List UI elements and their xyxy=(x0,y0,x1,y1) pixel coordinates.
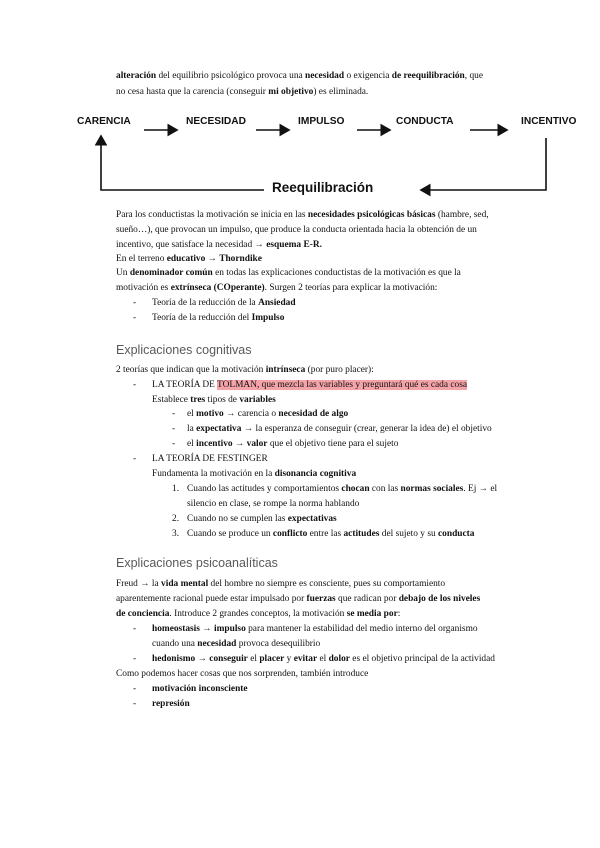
bold-run: extrínseca (COperante) xyxy=(170,283,265,293)
psico-line-3 xyxy=(116,608,561,622)
tolman-prefix: LA TEORÍA DE xyxy=(152,380,218,390)
bold-run: evitar xyxy=(293,654,318,664)
psico-item-represion xyxy=(152,698,190,712)
bold-run: esquema E-R. xyxy=(266,240,322,250)
text-run: En el terreno xyxy=(116,254,167,264)
conductistas-line-3 xyxy=(116,239,561,253)
node-impulso: IMPULSO xyxy=(298,116,345,127)
bold-run: fuerzas xyxy=(306,594,336,604)
text-run: Un xyxy=(116,268,130,278)
dash-marker: - xyxy=(133,380,137,390)
list-item-impulso xyxy=(152,312,284,326)
psico-line-1 xyxy=(116,578,561,592)
dash-marker: - xyxy=(133,684,137,694)
text-run: : xyxy=(397,609,401,619)
text-run: el xyxy=(247,654,260,664)
text-run: . Ej → el xyxy=(463,484,498,494)
bold-run: se media por xyxy=(346,609,398,619)
text-run: con las xyxy=(369,484,401,494)
festinger-title: LA TEORÍA DE FESTINGER xyxy=(152,454,268,464)
bold-run: Impulso xyxy=(251,313,285,323)
conductistas-line-1 xyxy=(116,209,561,223)
psico-item-hedonismo xyxy=(152,653,495,667)
text-run: (hambre, sed, xyxy=(435,210,489,220)
text-run: incentivo, que satisface la necesidad → xyxy=(116,240,267,250)
text-run: es el objetivo principal de la actividad xyxy=(349,654,495,664)
text-run: Teoría de la reducción del xyxy=(152,313,252,323)
bold-run: dolor xyxy=(328,654,350,664)
text-run: para mantener la estabilidad del medio interno del organismo xyxy=(245,624,478,634)
text-run: 2 teorías que indican que la motivación xyxy=(116,365,266,375)
text-run: Teoría de la reducción de la xyxy=(152,298,259,308)
bold-run: homeostasis → impulso xyxy=(152,624,246,634)
bold-run: normas sociales xyxy=(400,484,464,494)
text-run: no cesa hasta que la carencia (conseguir xyxy=(116,87,269,97)
dash-marker: - xyxy=(133,624,137,634)
text-run: (por puro placer): xyxy=(305,365,374,375)
bold-run: mi objetivo xyxy=(268,87,314,97)
text-run: . Surgen 2 teorías para explicar la motivación: xyxy=(264,283,438,293)
conductistas-line-6 xyxy=(116,282,561,296)
psico-after: Como podemos hacer cosas que nos sorprenden, también introduce xyxy=(116,669,369,679)
text-run: y xyxy=(284,654,294,664)
text-run: Cuando no se cumplen las xyxy=(187,514,288,524)
psico-item-homeostasis-line-1 xyxy=(152,623,478,637)
text-run: entre las xyxy=(307,529,344,539)
bold-run: conflicto xyxy=(272,529,308,539)
bold-run: educativo → Thorndike xyxy=(166,254,262,264)
text-run: Cuando las actitudes y comportamientos xyxy=(187,484,342,494)
festinger-num-1: 1. xyxy=(172,484,180,494)
bold-run: disonancia cognitiva xyxy=(274,469,357,479)
bold-run: expectativa xyxy=(196,424,242,434)
text-run: motivación es xyxy=(116,283,171,293)
heading-psicoanaliticas: Explicaciones psicoanalíticas xyxy=(116,556,278,570)
text-run: o exigencia xyxy=(344,71,392,81)
festinger-item-1-line-2 xyxy=(187,498,359,512)
text-run: el xyxy=(317,654,329,664)
festinger-num-2: 2. xyxy=(172,514,180,524)
festinger-num-3: 3. xyxy=(172,529,180,539)
bold-run: vida mental xyxy=(161,579,209,589)
bold-run: chocan xyxy=(341,484,370,494)
text-run: el xyxy=(187,409,197,419)
bold-run: placer xyxy=(259,654,285,664)
feedback-arrow-right xyxy=(421,138,546,190)
conductistas-line-2 xyxy=(116,224,561,238)
bold-run: intrínseca xyxy=(265,365,306,375)
bold-run: necesidades psicológicas básicas xyxy=(307,210,436,220)
tolman-highlight: TOLMAN, que mezcla las variables y preguntará qué es cada cosa xyxy=(217,380,468,390)
festinger-item-1-line-1 xyxy=(187,483,497,497)
text-run: Fundamenta la motivación en la xyxy=(152,469,275,479)
tolman-sub xyxy=(152,394,276,408)
text-run: Establece xyxy=(152,395,191,405)
bold-run: represión xyxy=(152,699,190,709)
bold-run: necesidad xyxy=(305,71,345,81)
dash-marker: - xyxy=(133,454,137,464)
bold-run: de reequilibración xyxy=(391,71,465,81)
text-run: del sujeto y su xyxy=(379,529,439,539)
heading-cognitivas: Explicaciones cognitivas xyxy=(116,343,252,357)
text-run: aparentemente racional puede estar impulsado por xyxy=(116,594,307,604)
node-incentivo: INCENTIVO xyxy=(521,116,577,127)
bold-run: denominador común xyxy=(129,268,213,278)
text-run: provoca desequilibrio xyxy=(236,639,321,649)
text-run: del hombre no siempre es consciente, pues su comportamiento xyxy=(208,579,446,589)
text-run: que el objetivo tiene para el sujeto xyxy=(267,439,399,449)
text-run: del equilibrio psicológico provoca una xyxy=(156,71,306,81)
list-item-ansiedad xyxy=(152,297,296,311)
text-run: el xyxy=(187,439,197,449)
text-run: silencio en clase, se rompe la norma hablando xyxy=(187,499,360,509)
bold-run: actitudes xyxy=(343,529,380,539)
festinger-item-3 xyxy=(187,528,474,542)
diagram-arrows xyxy=(0,0,600,210)
bold-run: necesidad xyxy=(197,639,237,649)
bold-run: hedonismo → conseguir xyxy=(152,654,248,664)
dash-marker: - xyxy=(133,298,137,308)
bold-run: necesidad de algo xyxy=(278,409,349,419)
feedback-arrow-left xyxy=(101,136,264,190)
dash-marker: - xyxy=(133,699,137,709)
text-run: Para los conductistas la motivación se inicia en las xyxy=(116,210,308,220)
bold-run: motivación inconsciente xyxy=(152,684,248,694)
text-run: en todas las explicaciones conductistas de la motivación es que la xyxy=(212,268,461,278)
bold-run: incentivo → valor xyxy=(196,439,268,449)
text-run: ) es eliminada. xyxy=(313,87,369,97)
text-run: sueño…), que provocan un impulso, que produce la conducta orientada hacia la obtención de un xyxy=(116,225,477,235)
text-run: tipos de xyxy=(205,395,240,405)
text-run: , que xyxy=(464,71,483,81)
feedback-label: Reequilibración xyxy=(272,180,374,195)
motivation-cycle-diagram xyxy=(0,0,600,210)
psico-item-inconsciente xyxy=(152,683,248,697)
bold-run: alteración xyxy=(116,71,157,81)
bold-run: debajo de los niveles xyxy=(398,594,481,604)
tolman-item-expectativa xyxy=(187,423,492,437)
festinger-sub xyxy=(152,468,356,482)
bold-run: expectativas xyxy=(287,514,337,524)
dash-marker: - xyxy=(172,409,176,419)
dash-marker: - xyxy=(172,424,176,434)
node-necesidad: NECESIDAD xyxy=(186,116,247,127)
psico-line-2 xyxy=(116,593,561,607)
bold-run: de conciencia xyxy=(116,609,170,619)
dash-marker: - xyxy=(172,439,176,449)
bold-run: Ansiedad xyxy=(258,298,296,308)
psico-item-homeostasis-line-2 xyxy=(152,638,320,652)
text-run: cuando una xyxy=(152,639,198,649)
text-run: → carencia o xyxy=(223,409,279,419)
dash-marker: - xyxy=(133,313,137,323)
text-run: Freud → la xyxy=(116,579,162,589)
tolman-item-motivo xyxy=(187,408,348,422)
bold-run: motivo xyxy=(196,409,224,419)
bold-run: variables xyxy=(239,395,276,405)
node-conducta: CONDUCTA xyxy=(396,116,454,127)
text-run: que radican por xyxy=(335,594,399,604)
bold-run: tres xyxy=(190,395,206,405)
text-run: → la esperanza de conseguir (crear, generar la idea de) el objetivo xyxy=(241,424,492,434)
cognitivas-intro xyxy=(116,364,561,378)
conductistas-line-5 xyxy=(116,267,561,281)
tolman-item-incentivo xyxy=(187,438,398,452)
conductistas-line-4 xyxy=(116,253,561,267)
text-run: . Introduce 2 grandes conceptos, la motivación xyxy=(169,609,347,619)
festinger-item-2 xyxy=(187,513,337,527)
tolman-title xyxy=(152,379,467,393)
text-run: Cuando se produce un xyxy=(187,529,273,539)
node-carencia: CARENCIA xyxy=(77,116,131,127)
dash-marker: - xyxy=(133,654,137,664)
bold-run: conducta xyxy=(438,529,475,539)
text-run: la xyxy=(187,424,197,434)
